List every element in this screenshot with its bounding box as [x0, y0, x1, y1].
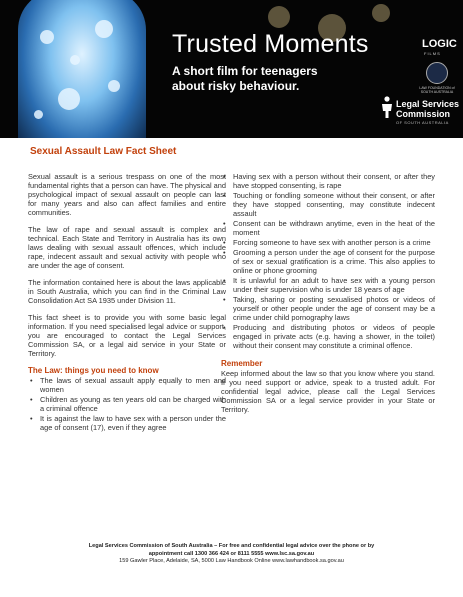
law-section-heading: The Law: things you need to know: [28, 366, 159, 375]
film-title: Trusted Moments: [172, 30, 369, 58]
list-item: • Consent can be withdrawn anytime, even in the heat of the moment: [221, 219, 435, 237]
bubble-icon: [58, 88, 80, 110]
bubble-icon: [34, 110, 43, 119]
list-item: • The laws of sexual assault apply equally to men and women: [28, 376, 226, 394]
list-item: • Taking, sharing or posting sexualised photos or videos of yourself or other people under the age of consent may be a crime under child pornography laws: [221, 295, 435, 322]
bubble-icon: [108, 80, 120, 92]
lsc-logo: Legal Services Commission: [396, 99, 460, 119]
left-column: [28, 172, 226, 433]
person-icon: [380, 96, 394, 118]
remember-heading: Remember: [221, 359, 263, 368]
bubble-icon: [70, 55, 80, 65]
list-item: • Grooming a person under the age of consent for the purpose of sex or sexual gratification is a crime. This also applies to online or phone grooming: [221, 248, 435, 275]
jurisdiction-paragraph: The information contained here is about the laws applicable in South Australia, which you can find in the Criminal Law Consolidation Act SA 1935 under Division 11.: [28, 278, 226, 305]
law-list-right: [221, 172, 435, 350]
bubble-icon: [40, 30, 54, 44]
list-item: • It is unlawful for an adult to have sex with a young person under their supervision who is under 18 years of age: [221, 276, 435, 294]
list-item: • Children as young as ten years old can be charged with a criminal offence: [28, 395, 226, 413]
list-item: • Forcing someone to have sex with another person is a crime: [221, 238, 435, 247]
law-foundation-seal-icon: [426, 62, 448, 84]
footer: [0, 543, 463, 566]
complexity-paragraph: The law of rape and sexual assault is complex and technical. Each State and Territory in Australia has its own laws dealing with sexual assault offences, which include rape, indecent assault and sexual activity with people who are under the age of consent.: [28, 225, 226, 270]
bubble-icon: [95, 20, 113, 38]
logic-logo-subtext: FILMS: [424, 51, 441, 56]
law-list-left: [28, 376, 226, 432]
right-column: [221, 172, 435, 422]
header-banner: [0, 0, 463, 138]
lsc-logo-subtext: OF SOUTH AUSTRALIA: [396, 120, 449, 125]
law-foundation-label: LAW FOUNDATION of SOUTH AUSTRALIA: [419, 86, 455, 94]
remember-paragraph: Keep informed about the law so that you know where you stand. If you need support or advice, speak to a trusted adult. For confidential legal advice, please call the Legal Services Commission SA or a legal service provider in your State or Territory.: [221, 369, 435, 414]
bokeh-light: [268, 6, 290, 28]
bokeh-light: [372, 4, 390, 22]
logic-logo: LOGIC: [422, 38, 457, 50]
list-item: • It is against the law to have sex with a person under the age of consent (17), even if they agree: [28, 414, 226, 432]
list-item: • Touching or fondling someone without their consent, or after they have stopped consenting, may constitute indecent assault: [221, 191, 435, 218]
list-item: • Producing and distributing photos or videos of people engaged in private acts (e.g. having a shower, in the toilet) without their consent may constitute a criminal offence.: [221, 323, 435, 350]
footer-line-2: appointment call 1300 366 424 or 8111 5555 www.lsc.sa.gov.au: [148, 550, 315, 557]
intro-paragraph: Sexual assault is a serious trespass on one of the most fundamental rights that a person can have. The physical and psychological impact of sexual assault on people can last for many years and also can affect families and entire communities.: [28, 172, 226, 217]
footer-line-1: Legal Services Commission of South Australia – For free and confidential legal advice over the phone or by: [88, 543, 375, 549]
film-subtitle: A short film for teenagers about risky behaviour.: [172, 64, 318, 93]
purpose-paragraph: This fact sheet is to provide you with some basic legal information. If you need specialised legal advice or support, you are encouraged to contact the Legal Services Commission SA, or a legal aid service in your State or Territory.: [28, 313, 226, 358]
list-item: • Having sex with a person without their consent, or after they have stopped consenting, is rape: [221, 172, 435, 190]
footer-line-3: 159 Gawler Place, Adelaide, SA, 5000 Law Handbook Online www.lawhandbook.sa.gov.au: [119, 558, 344, 564]
page-title: Sexual Assault Law Fact Sheet: [30, 146, 177, 157]
